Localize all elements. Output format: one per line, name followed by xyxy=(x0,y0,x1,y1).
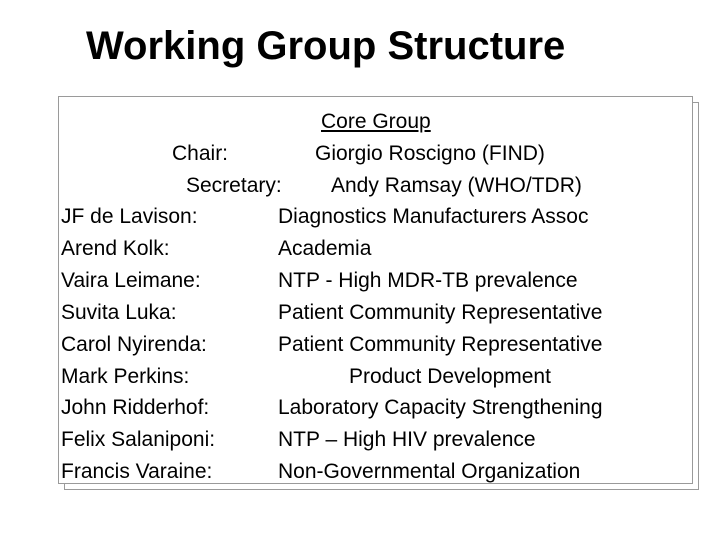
member-affiliation: Non-Governmental Organization xyxy=(278,460,581,483)
member-affiliation: Diagnostics Manufacturers Assoc xyxy=(278,205,589,228)
chair-name: Giorgio Roscigno (FIND) xyxy=(315,142,545,165)
member-name: Francis Varaine: xyxy=(61,460,213,483)
member-name: Mark Perkins: xyxy=(61,365,190,388)
member-name: Vaira Leimane: xyxy=(61,269,201,292)
secretary-label: Secretary: xyxy=(186,174,282,197)
member-affiliation: NTP - High MDR-TB prevalence xyxy=(278,269,578,292)
member-name: Suvita Luka: xyxy=(61,301,177,324)
secretary-name: Andy Ramsay (WHO/TDR) xyxy=(331,174,582,197)
member-name: John Ridderhof: xyxy=(61,396,210,419)
slide-title: Working Group Structure xyxy=(86,24,566,68)
member-name: Arend Kolk: xyxy=(61,237,170,260)
chair-label: Chair: xyxy=(172,142,229,165)
member-affiliation: Academia xyxy=(278,237,372,260)
member-name: Carol Nyirenda: xyxy=(61,333,207,356)
member-affiliation: NTP – High HIV prevalence xyxy=(278,428,536,451)
member-name: JF de Lavison: xyxy=(61,205,198,228)
member-affiliation: Patient Community Representative xyxy=(278,333,603,356)
member-name: Felix Salaniponi: xyxy=(61,428,216,451)
member-affiliation: Patient Community Representative xyxy=(278,301,603,324)
member-affiliation: Laboratory Capacity Strengthening xyxy=(278,396,603,419)
member-affiliation: Product Development xyxy=(349,365,551,388)
core-group-heading: Core Group xyxy=(321,110,431,133)
